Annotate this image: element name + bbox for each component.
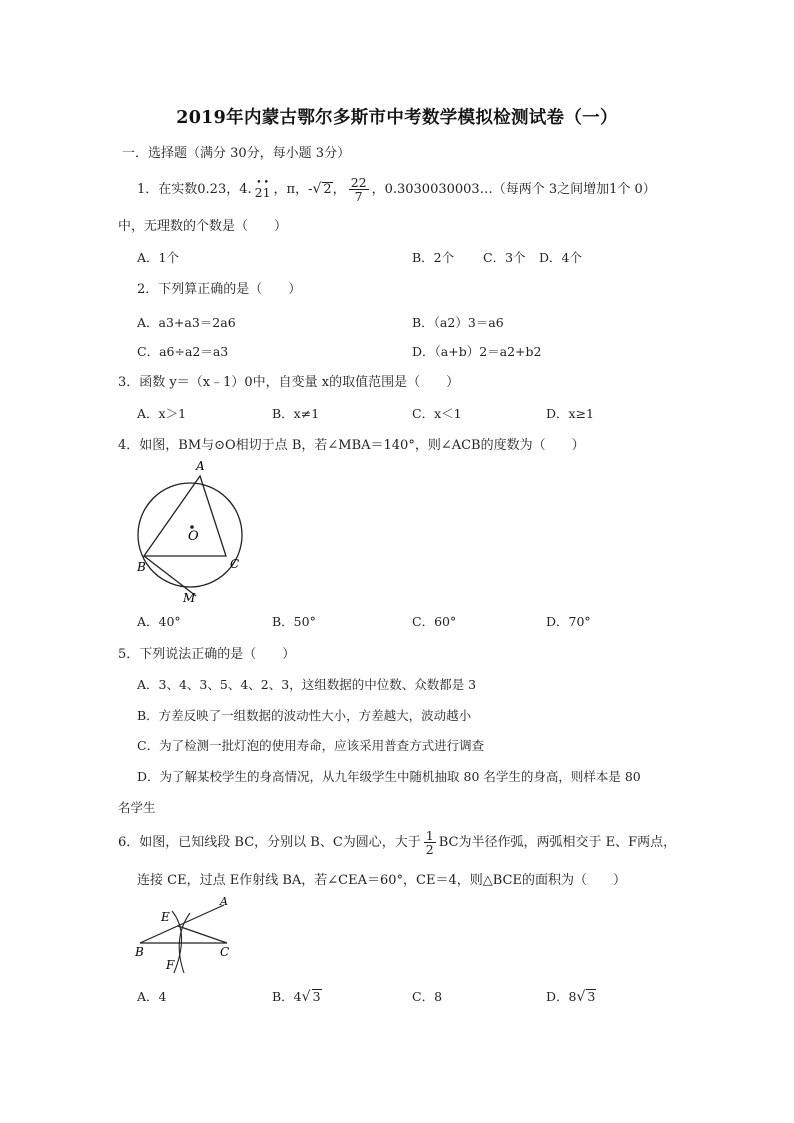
label-o: O <box>188 529 199 544</box>
question-5-stem: 5．下列说法正确的是（ ） <box>118 647 296 662</box>
label-a: A <box>220 895 228 908</box>
q1-option-b: B．2个 <box>412 250 455 265</box>
label-c: C <box>220 945 230 959</box>
page-title: 2019年内蒙古鄂尔多斯市中考数学模拟检测试卷（一） <box>176 108 618 128</box>
q6-option-b-radicand: 3 <box>312 989 321 1004</box>
q1-tail: ，0.3030030003…（每两个 3之间增加1个 0） <box>371 182 656 197</box>
q1-option-a: A．1个 <box>137 250 179 265</box>
question-1-line-2: 中，无理数的个数是（ ） <box>118 219 288 234</box>
q4-option-b: B．50° <box>272 614 316 629</box>
segment-ce <box>178 926 227 943</box>
q6-option-d-radicand: 3 <box>587 989 596 1004</box>
question-2-stem: 2．下列算正确的是（ ） <box>137 282 302 297</box>
label-f: F <box>166 958 175 972</box>
q6-option-d: D．8√ 3 <box>546 989 596 1005</box>
question-1-line-1 <box>137 176 656 203</box>
label-b: B <box>135 945 144 959</box>
q5-option-d-continued: 名学生 <box>118 800 156 815</box>
q3-option-a: A．x＞1 <box>137 406 187 421</box>
q4-option-d: D．70° <box>546 614 591 629</box>
q6-fraction-half: $\frac{1}{2}$ <box>425 828 434 857</box>
q1-radicand: 2 <box>323 182 332 197</box>
tangent-bm <box>144 556 196 596</box>
q6-option-b: B．4√ 3 <box>272 989 321 1005</box>
q4-option-c: C．60° <box>412 614 457 629</box>
question-4-stem: 4．如图，BM与⊙O相切于点 B，若∠MBA＝140°，则∠ACB的度数为（ ） <box>118 438 585 453</box>
q1-comma: ， <box>332 182 346 197</box>
q1-repeating-decimal: •• 21 <box>254 177 271 200</box>
q5-option-c: C．为了检测一批灯泡的使用寿命，应该采用普查方式进行调查 <box>137 738 485 753</box>
q3-option-b: B．x≠1 <box>272 406 320 421</box>
q6-stem-a: 6．如图，已知线段 BC，分别以 B、C为圆心，大于 <box>118 835 421 850</box>
q3-option-c: C．x＜1 <box>412 406 462 421</box>
label-a: A <box>196 459 205 473</box>
label-c: C <box>230 557 240 571</box>
q1-prefix: 1．在实数0.23，4. <box>137 182 252 197</box>
q4-option-a: A．40° <box>137 614 181 629</box>
q1-fraction: $\frac{22}{7}$ <box>350 175 367 204</box>
q1-option-d: D．4个 <box>539 250 582 265</box>
q2-option-b: B．（a2）3＝a6 <box>412 315 504 330</box>
question-3-stem: 3．函数 y＝（x﹣1）0中，自变量 x的取值范围是（ ） <box>118 375 460 390</box>
repeating-dots: •• <box>256 177 271 188</box>
q5-option-b: B．方差反映了一组数据的波动性大小，方差越大，波动越小 <box>137 708 472 723</box>
q1-option-c: C．3个 <box>483 250 526 265</box>
q3-option-d: D．x≥1 <box>546 406 594 421</box>
sqrt-symbol: √ <box>576 989 586 1005</box>
q2-option-a: A．a3+a3＝2a6 <box>137 315 236 330</box>
q2-option-d: D．（a+b）2＝a2+b2 <box>412 344 542 359</box>
label-m: M <box>183 591 196 605</box>
q1-pi: ，π，- <box>273 182 313 197</box>
sqrt-symbol: √ <box>301 989 311 1005</box>
sqrt-symbol: √ <box>312 181 322 197</box>
q6-option-c: C．8 <box>412 989 443 1004</box>
q5-option-d: D．为了解某校学生的身高情况，从九年级学生中随机抽取 80 名学生的身高，则样本是 80 <box>137 769 641 784</box>
q6-option-a: A．4 <box>137 989 167 1004</box>
label-b: B <box>137 560 146 574</box>
q4-circle-figure <box>130 456 260 606</box>
q6-stem-b: BC为半径作弧，两弧相交于 E、F两点， <box>438 835 677 850</box>
section-heading: 一．选择题（满分 30分，每小题 3分） <box>122 146 351 161</box>
q5-option-a: A．3、4、3、5、4、2、3，这组数据的中位数、众数都是 3 <box>137 677 477 692</box>
label-e: E <box>161 910 170 924</box>
q6-construction-figure <box>132 893 242 977</box>
question-6-line-2: 连接 CE，过点 E作射线 BA，若∠CEA＝60°，CE＝4，则△BCE的面积为（ ） <box>137 873 626 888</box>
q2-option-c: C．a6÷a2＝a3 <box>137 344 229 359</box>
question-6-line-1 <box>118 829 676 856</box>
